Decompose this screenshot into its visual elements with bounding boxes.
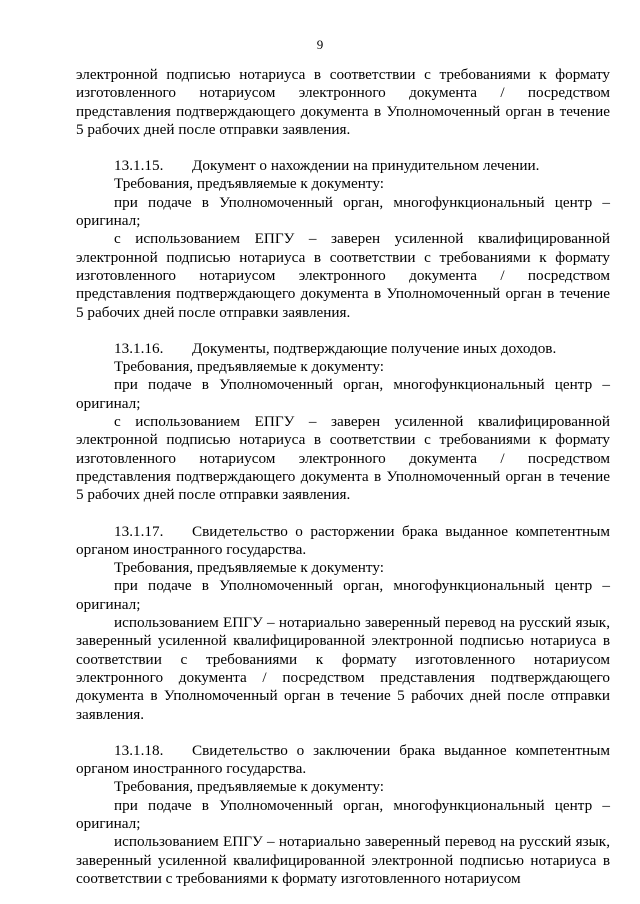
requirement-item-office: при подаче в Уполномоченный орган, многофункциональный центр – оригинал; <box>76 376 610 412</box>
section-title: Свидетельство о заключении брака выданное компетентным органом иностранного государства. <box>76 741 610 778</box>
requirements-label: Требования, предъявляемые к документу: <box>114 778 384 796</box>
section-number: 13.1.15. <box>114 157 164 175</box>
requirement-item-epgu: с использованием ЕПГУ – заверен усиленной квалифицированной электронной подписью нотариуса в соответствии с требованиями к формату изготовленного нотариусом электронного документа / посредством представления подтверждающего документа в Уполномоченный орган в течение 5 рабочих дней после отправки заявления. <box>76 230 610 321</box>
section-heading <box>76 742 610 779</box>
section-title: Свидетельство о расторжении брака выданное компетентным органом иностранного государства. <box>76 522 610 558</box>
section-13-1-16 <box>76 340 610 505</box>
section-number: 13.1.18. <box>114 741 164 759</box>
document-body <box>76 66 610 888</box>
section-title: Документы, подтверждающие получение иных доходов. <box>192 339 557 357</box>
requirement-item-epgu: использованием ЕПГУ – нотариально заверенный перевод на русский язык, заверенный усиленной квалифицированной электронной подписью нотариуса в соответствии с требованиями к формату изготовленного нотариусом <box>76 833 610 887</box>
requirements-label: Требования, предъявляемые к документу: <box>114 358 384 376</box>
requirements-label: Требования, предъявляемые к документу: <box>114 175 384 193</box>
section-number: 13.1.17. <box>114 522 164 540</box>
requirement-item-office: при подаче в Уполномоченный орган, многофункциональный центр – оригинал; <box>76 193 610 230</box>
section-heading <box>76 157 610 175</box>
requirement-item-epgu: использованием ЕПГУ – нотариально заверенный перевод на русский язык, заверенный усиленной квалифицированной электронной подписью нотариуса в соответствии с требованиями к формату изготовленного нотариусом электронного документа / посредством представления подтверждающего документа в Уполномоченный орган в течение 5 рабочих дней после отправки заявления. <box>76 614 610 723</box>
page-number: 9 <box>316 37 324 52</box>
requirement-item-office: при подаче в Уполномоченный орган, многофункциональный центр – оригинал; <box>76 796 610 832</box>
requirement-item-office: при подаче в Уполномоченный орган, многофункциональный центр – оригинал; <box>76 577 610 613</box>
requirements-label: Требования, предъявляемые к документу: <box>114 559 384 577</box>
section-13-1-15 <box>76 157 610 322</box>
requirement-item-epgu: с использованием ЕПГУ – заверен усиленной квалифицированной электронной подписью нотариуса в соответствии с требованиями к формату изготовленного нотариусом электронного документа / посредством представления подтверждающего документа в Уполномоченный орган в течение 5 рабочих дней после отправки заявления. <box>76 413 610 504</box>
section-13-1-17 <box>76 523 610 724</box>
section-13-1-18 <box>76 742 610 888</box>
section-title: Документ о нахождении на принудительном лечении. <box>192 157 540 175</box>
section-heading <box>76 523 610 560</box>
section-heading <box>76 340 610 358</box>
intro-paragraph: электронной подписью нотариуса в соответствии с требованиями к формату изготовленного нотариусом электронного документа / посредством представления подтверждающего документа в Уполномоченный орган в течение 5 рабочих дней после отправки заявления. <box>76 66 610 138</box>
section-number: 13.1.16. <box>114 339 164 357</box>
